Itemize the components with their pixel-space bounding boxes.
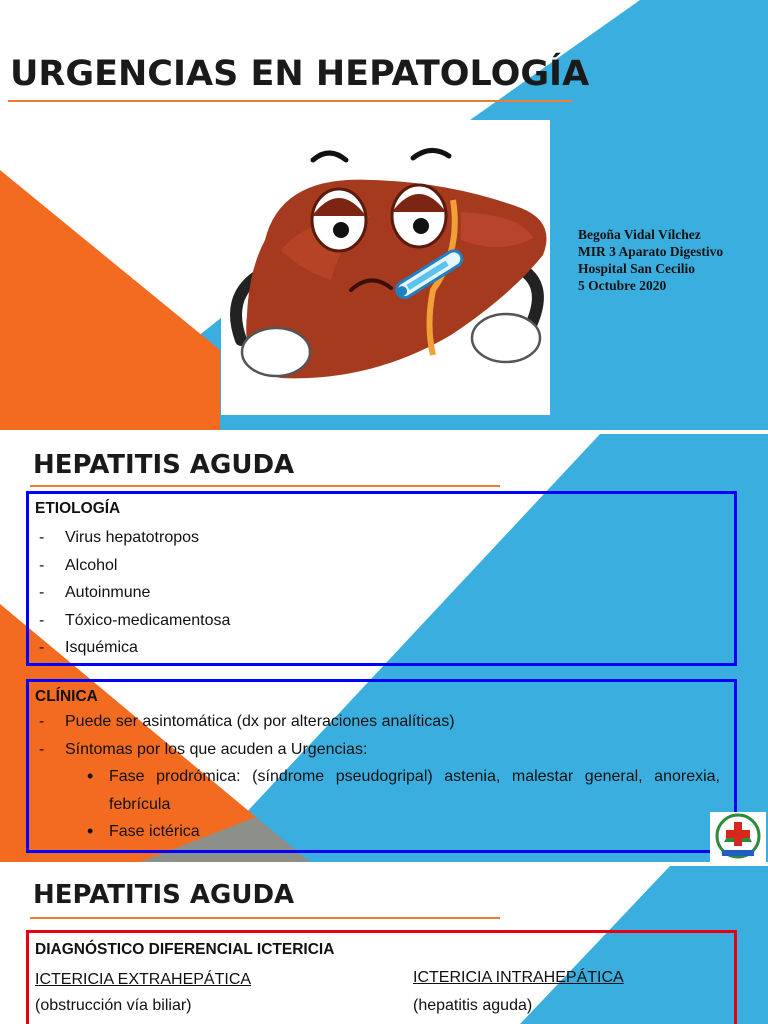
slide-heading: HEPATITIS AGUDA [33,880,295,910]
heading-underline [30,485,500,487]
intrahepatica-label: ICTERICIA INTRAHEPÁTICA [413,969,624,986]
speaker-name: Begoña Vidal Vílchez [578,227,701,242]
list-item: • Fase prodrómica: (síndrome pseudogripal) astenia, malestar general, anorexia, febrícula [87,763,720,818]
etiologia-box [26,491,737,666]
presentation-date: 5 Octubre 2020 [578,278,667,293]
col-intrahepatica [413,969,624,1015]
hospital-logo [710,812,766,862]
slide-hepatitis-aguda-2 [0,866,768,1024]
col-extrahepatica [35,971,251,1015]
list-item: - Virus hepatotropos [35,524,734,552]
speaker-role: MIR 3 Aparato Digestivo [578,244,724,259]
etiologia-list [35,524,734,662]
liver-illustration [221,120,550,415]
title-underline [8,100,572,102]
diagnostico-box [26,930,737,1024]
extrahepatica-sub: (obstrucción vía biliar) [35,997,192,1014]
intrahepatica-sub: (hepatitis aguda) [413,997,533,1014]
slide-hepatitis-aguda-1 [0,434,768,862]
etiologia-heading: ETIOLOGÍA [35,500,121,517]
list-item: - Síntomas por los que acuden a Urgencias: [35,736,720,764]
slide-title [0,0,768,430]
list-item: - Puede ser asintomática (dx por alteraciones analíticas) [35,708,720,736]
slide-title-heading: URGENCIAS EN HEPATOLOGÍA [10,54,590,94]
speaker-info [578,226,723,294]
clinica-sublist [35,763,720,846]
diagnostico-heading: DIAGNÓSTICO DIFERENCIAL ICTERICIA [35,941,335,958]
clinica-box [26,679,737,853]
slide-heading: HEPATITIS AGUDA [33,450,295,480]
list-item: - Alcohol [35,552,734,580]
clinica-list [35,708,720,763]
list-item: - Isquémica [35,634,734,662]
list-item: - Autoinmune [35,579,734,607]
extrahepatica-label: ICTERICIA EXTRAHEPÁTICA [35,971,252,988]
heading-underline [30,917,500,919]
clinica-heading: CLÍNICA [35,688,98,705]
list-item: • Fase ictérica [87,818,720,846]
list-item: - Tóxico-medicamentosa [35,607,734,635]
speaker-hospital: Hospital San Cecilio [578,261,696,276]
